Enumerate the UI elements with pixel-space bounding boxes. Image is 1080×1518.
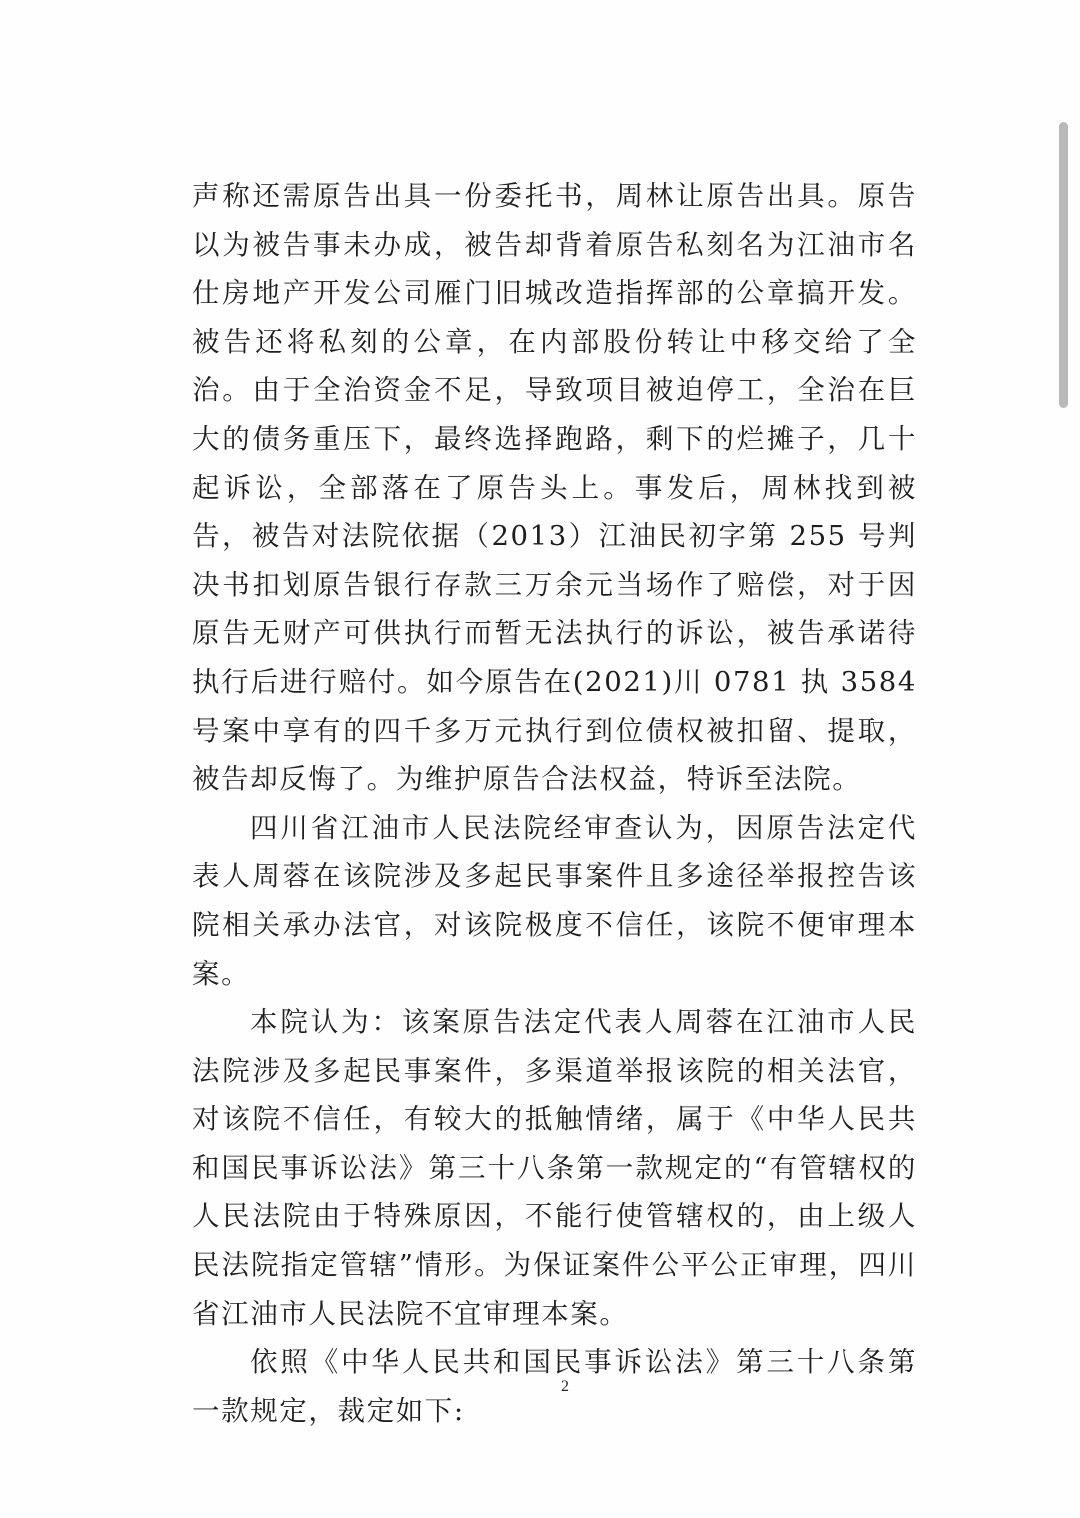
document-body <box>192 172 917 1435</box>
paragraph-ruling-basis: 依照《中华人民共和国民事诉讼法》第三十八条第一款规定，裁定如下: <box>192 1346 917 1427</box>
page-number: 2 <box>561 1378 569 1395</box>
paragraph-jiangyou-court-review: 四川省江油市人民法院经审查认为，因原告法定代表人周蓉在该院涉及多起民事案件且多途径举报控告该院相关承办法官，对该院极度不信任，该院不便审理本案。 <box>192 811 917 990</box>
paragraph-court-opinion: 本院认为：该案原告法定代表人周蓉在江油市人民法院涉及多起民事案件，多渠道举报该院的相关法官，对该院不信任，有较大的抵触情绪，属于《中华人民共和国民事诉讼法》第三十八条第一款规定的“有管辖权的人民法院由于特殊原因，不能行使管辖权的，由上级人民法院指定管辖”情形。为保证案件公平公正审理，四川省江油市人民法院不宜审理本案。 <box>192 1006 917 1330</box>
scrollbar-thumb[interactable] <box>1059 122 1068 408</box>
paragraph-plaintiff-claim: 声称还需原告出具一份委托书，周林让原告出具。原告以为被告事未办成，被告却背着原告私刻名为江油市名仕房地产开发公司雁门旧城改造指挥部的公章搞开发。被告还将私刻的公章，在内部股份转让中移交给了全治。由于全治资金不足，导致项目被迫停工，全治在巨大的债务重压下，最终选择跑路，剩下的烂摊子，几十起诉讼，全部落在了原告头上。事发后，周林找到被告，被告对法院依据（2013）江油民初字第 255 号判决书扣划原告银行存款三万余元当场作了赔偿，对于因原告无财产可供执行而暂无法执行的诉讼，被告承诺待执行后进行赔付。如今原告在(2021)川 0781 执 3584 号案中享有的四千多万元执行到位债权被扣留、提取，被告却反悔了。为维护原告合法权益，特诉至法院。 <box>192 180 917 796</box>
